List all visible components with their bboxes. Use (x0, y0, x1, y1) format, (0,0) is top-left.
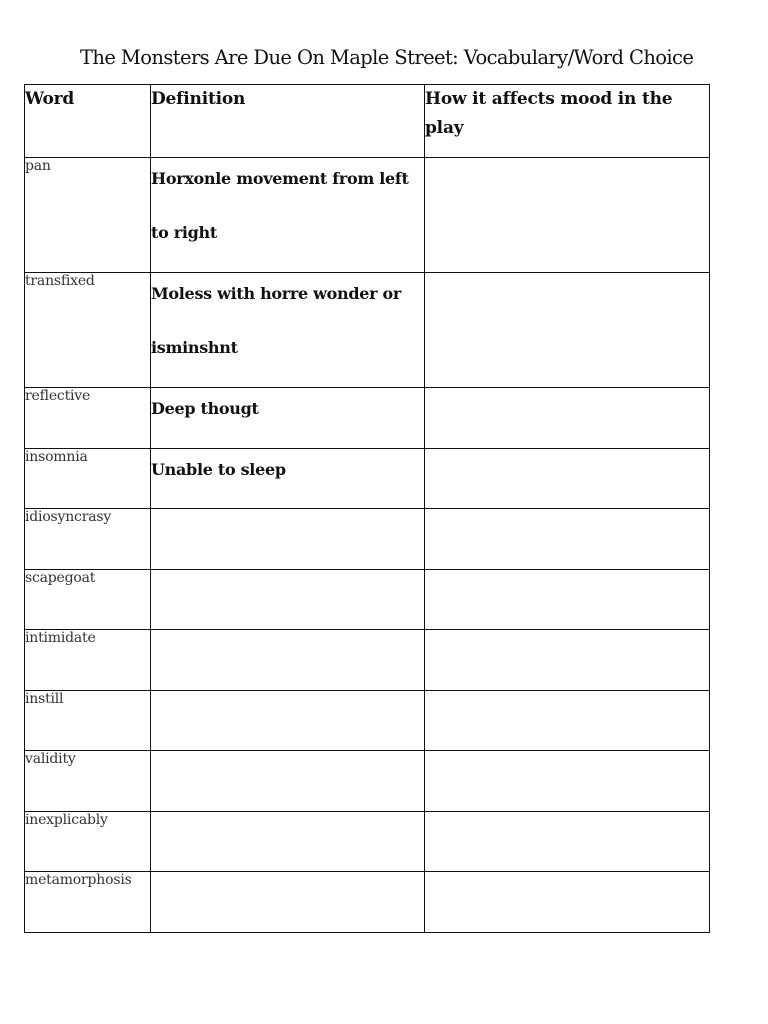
word-cell: instill (25, 691, 151, 751)
mood-cell[interactable] (425, 751, 710, 812)
table-row (25, 812, 710, 872)
mood-cell[interactable] (425, 273, 710, 388)
table-row (25, 158, 710, 273)
mood-cell[interactable] (425, 509, 710, 570)
mood-cell[interactable] (425, 158, 710, 273)
table-row (25, 691, 710, 751)
table-row (25, 570, 710, 630)
word-cell: inexplicably (25, 812, 151, 872)
definition-cell[interactable] (151, 630, 425, 691)
definition-cell[interactable] (151, 509, 425, 570)
header-definition: Definition (151, 85, 425, 158)
word-cell: idiosyncrasy (25, 509, 151, 570)
word-cell: transfixed (25, 273, 151, 388)
definition-text: Deep thougt (151, 399, 259, 418)
definition-cell[interactable] (151, 812, 425, 872)
table-row (25, 751, 710, 812)
table-row (25, 449, 710, 509)
word-cell: intimidate (25, 630, 151, 691)
table-row (25, 509, 710, 570)
definition-cell[interactable] (151, 570, 425, 630)
word-cell: insomnia (25, 449, 151, 509)
definition-cell[interactable] (151, 273, 425, 388)
mood-cell[interactable] (425, 388, 710, 449)
page-title: The Monsters Are Due On Maple Street: Vocabulary/Word Choice (80, 46, 694, 69)
mood-cell[interactable] (425, 449, 710, 509)
definition-cell[interactable] (151, 872, 425, 933)
definition-cell[interactable] (151, 691, 425, 751)
word-cell: metamorphosis (25, 872, 151, 933)
mood-cell[interactable] (425, 812, 710, 872)
word-cell: validity (25, 751, 151, 812)
word-cell: scapegoat (25, 570, 151, 630)
vocabulary-table (24, 84, 710, 933)
mood-cell[interactable] (425, 691, 710, 751)
definition-text: Horxonle movement from left to right (151, 169, 409, 242)
definition-text: Moless with horre wonder or isminshnt (151, 284, 402, 357)
definition-cell[interactable] (151, 158, 425, 273)
mood-cell[interactable] (425, 872, 710, 933)
mood-cell[interactable] (425, 570, 710, 630)
table-row (25, 388, 710, 449)
definition-text: Unable to sleep (151, 460, 286, 479)
definition-cell[interactable] (151, 449, 425, 509)
table-row (25, 872, 710, 933)
header-mood: How it affects mood in the play (425, 85, 710, 158)
definition-cell[interactable] (151, 751, 425, 812)
table-row (25, 273, 710, 388)
table-header-row (25, 85, 710, 158)
word-cell: pan (25, 158, 151, 273)
mood-cell[interactable] (425, 630, 710, 691)
table-row (25, 630, 710, 691)
word-cell: reflective (25, 388, 151, 449)
definition-cell[interactable] (151, 388, 425, 449)
header-word: Word (25, 85, 151, 158)
